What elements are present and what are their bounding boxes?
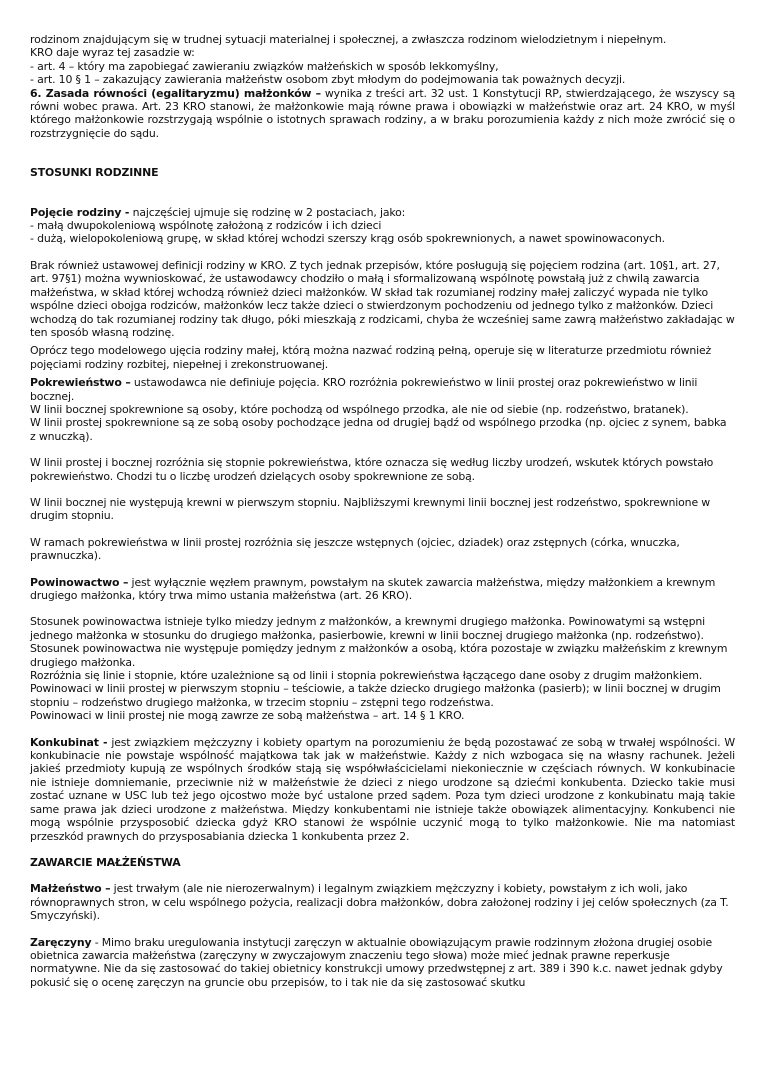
powinowaci-line-2: Powinowaci w linii prostej nie mogą zawrze ze sobą małżeństwa – art. 14 § 1 KRO. [30,709,465,723]
powinowactwo-text: jest wyłącznie węzłem prawnym, powstałym na skutek zawarcia małżeństwa, między małżonkiem a krewnym drugiego małżonka, który trwa mimo ustania małżeństwa (art. 26 KRO). [30,575,716,602]
pojecie-term: Pojęcie rodziny - [30,205,130,219]
zareczyny-paragraph [30,936,735,990]
zasada-6-text: wynika z treści art. 32 ust. 1 Konstytucji RP, stwierdzającego, że wszyscy są równi wobec prawa. Art. 23 KRO stanowi, że małżonkowie mają równe prawa i obowiązki w małżeństwie oraz art. 24 KRO, w myśl którego małżonkowie rozstrzygają wspólnie o istotnych sprawach rodziny, a w braku porozumienia każdy z nich może zwrócić się o rozstrzygnięcie do sądu. [30,86,735,140]
ramach-paragraph: W ramach pokrewieństwa w linii prostej rozróżnia się jeszcze wstępnych (ojciec, dziadek) oraz zstępnych (córka, wnuczka, prawnuczka). [30,535,680,563]
pojecie-item-1: - małą dwupokoleniową wspólnotę założoną z rodziców i ich dzieci [30,219,382,233]
brak-paragraph: Brak również ustawowej definicji rodziny w KRO. Z tych jednak przepisów, które posługują się pojęciem rodzina (art. 10§1, art. 27, art. 97§1) można wywnioskować, że ustawodawcy chodziło o małą i sformalizowaną wspólnotę powstałą już z chwilą zawarcia małżeństwa, w skład której wchodzą również dzieci małżonków. W skład tak rozumianej rodziny małej zaliczyć wypada nie tylko wspólne dzieci obojga rodziców, małżonków lecz także dzieci o stwierdzonym pochodzeniu od jednego tylko z małżonków. Dzieci wchodzą do tak rozumianej rodziny tak długo, póki mieszkają z rodzicami, chyba że wcześniej same zawrą małżeństwo zakładając w ten sposób własną rodzinę. [30,258,735,339]
heading-stosunki-rodzinne: STOSUNKI RODZINNE [30,166,159,180]
zareczyny-text: - Mimo braku uregulowania instytucji zaręczyn w aktualnie obowiązującym prawie rodzinnym złożona drugiej osobie obietnica zawarcia małżeństwa (zaręczyny w zwyczajowym znaczeniu tego słowa) może mieć jednak prawne reperkusje normatywne. Nie da się zastosować do takiej obietnicy konstrukcji umowy przedwstępnej z art. 389 i 390 k.c. nawet jednak gdyby pokusić się o ocenę zaręczyn na gruncie obu przepisów, to i tak nie da się zastosować skutku [30,935,723,989]
powinowactwo-paragraph [30,576,735,603]
pokrewienstwo-text: ustawodawca nie definiuje pojęcia. KRO rozróżnia pokrewieństwo w linii prostej oraz pokrewieństwo w linii bocznej. [30,376,698,403]
intro-line-2: KRO daje wyraz tej zasadzie w: [30,46,195,60]
konkubinat-paragraph [30,736,735,843]
intro-line-3: - art. 4 – który ma zapobiegać zawieraniu związków małżeńskich w sposób lekkomyślny, [30,59,499,73]
boczna-paragraph: W linii bocznej nie występują krewni w pierwszym stopniu. Najbliższymi krewnymi linii bocznej jest rodzeństwo, spokrewnione w drugim stopniu. [30,495,711,523]
powinowaci-line-1: Powinowaci w linii prostej w pierwszym stopniu – teściowie, a także dziecko drugiego małżonka (pasierb); w linii bocznej w drugim stopniu – rodzeństwo drugiego małżonka, w trzecim stopniu – zstępni tego rodzeństwa. [30,682,721,709]
intro-line-1: rodzinom znajdującym się w trudnej sytuacji materialnej i społecznej, a zwłaszcza rodzinom wielodzietnym i niepełnym. [30,33,667,46]
heading-zawarcie-malzenstwa: ZAWARCIE MAŁŻEŃSTWA [30,855,181,869]
pojecie-text: najczęściej ujmuje się rodzinę w 2 postaciach, jako: [129,205,406,219]
stosunek-paragraph: Stosunek powinowactwa istnieje tylko miedzy jednym z małżonków, a krewnymi drugiego małżonka. Powinowatymi są wstępni jednego małżonka w stosunku do drugiego małżonka, pasierbowie, krewni w linii bocznej drugiego małżonka (np. rodzeństwo). Stosunek powinowactwa nie występuje pomiędzy jednym z małżonków a osobą, która pozostaje w związku małżeńskim z krewnym drugiego małżonka. [30,615,728,669]
powinowactwo-term: Powinowactwo – [30,575,129,589]
pojecie-paragraph [30,206,735,219]
pokrewienstwo-line-3: W linii prostej spokrewnione są ze sobą osoby pochodzące jedna od drugiej bądź od wspólnego przodka (np. ojciec z synem, babka z wnuczką). [30,416,727,443]
malzenstwo-term: Małżeństwo – [30,882,111,896]
zareczyny-term: Zaręczyny [30,935,92,949]
pokrewienstwo-line-2: W linii bocznej spokrewnione są osoby, które pochodzą od wspólnego przodka, ale nie od siebie (np. rodzeństwo, bratanek). [30,402,689,416]
pokrewienstwo-term: Pokrewieństwo – [30,376,131,390]
zasada-6-paragraph [30,87,735,141]
intro-line-4: - art. 10 § 1 – zakazujący zawierania małżeństw osobom zbyt młodym do podejmowania tak poważnych decyzji. [30,73,626,87]
zasada-6-term: 6. Zasada równości (egalitaryzmu) małżonków – [30,86,321,100]
konkubinat-term: Konkubinat - [30,735,108,749]
pojecie-item-2: - dużą, wielopokoleniową grupę, w skład której wchodzi szerszy krąg osób spokrewnionych, a nawet spowinowaconych. [30,232,665,246]
malzenstwo-text: jest trwałym (ale nie nierozerwalnym) i legalnym związkiem mężczyzny i kobiety, powstałym z ich woli, jako równoprawnych stron, w celu wspólnego pożycia, realizacji dobra małżonków, dobra założonej rodziny i jej celów społecznych (za T. Smyczyński). [30,882,729,923]
malzenstwo-paragraph [30,882,735,922]
rozroznia-line: Rozróżnia się linie i stopnie, które uzależnione są od linii i stopnia pokrewieństwa łączącego dane osoby z drugim małżonkiem. [30,669,703,683]
oprocz-paragraph: Oprócz tego modelowego ujęcia rodziny małej, którą można nazwać rodziną pełną, operuje się w literaturze przedmiotu również pojęciami rodziny rozbitej, niepełnej i zrekonstruowanej. [30,344,712,371]
konkubinat-text: jest związkiem mężczyzny i kobiety opartym na porozumieniu że będą pozostawać ze sobą w trwałej wspólności. W konkubinacie nie powstaje wspólność majątkowa tak jak w małżeństwie. Każdy z nich wzbogaca się na własny rachunek. Jeżeli jakieś przedmioty kupują ze wspólnych środków stają się współwłaścicielami niekoniecznie w częściach równych. W konkubinacie nie istnieje domniemanie, przeciwnie niż w małżeństwie że dzieci z niego urodzone są dziećmi konkubenta. Dziecko takie musi zostać uznane w USC lub też jego ojcostwo może być ustalone przed sądem. Poza tym dzieci urodzone z konkubinatu mają takie same prawa jak dzieci urodzone z małżeństwa. Między konkubentami nie istnieje także obowiązek alimentacyjny. Konkubenci nie mogą wspólnie przysposobić dziecka gdyż KRO stanowi że wspólnie uczynić mogą to tylko małżonkowie. Nie ma natomiast przeszkód prawnych do przysposabiania dziecka 1 konkubenta przez 2. [30,735,735,843]
stopnie-paragraph: W linii prostej i bocznej rozróżnia się stopnie pokrewieństwa, które oznacza się według liczby urodzeń, wskutek których powstało pokrewieństwo. Chodzi tu o liczbę urodzeń dzielących osoby spokrewnione ze sobą. [30,456,714,483]
pokrewienstwo-paragraph [30,376,735,403]
document-page [30,33,735,989]
